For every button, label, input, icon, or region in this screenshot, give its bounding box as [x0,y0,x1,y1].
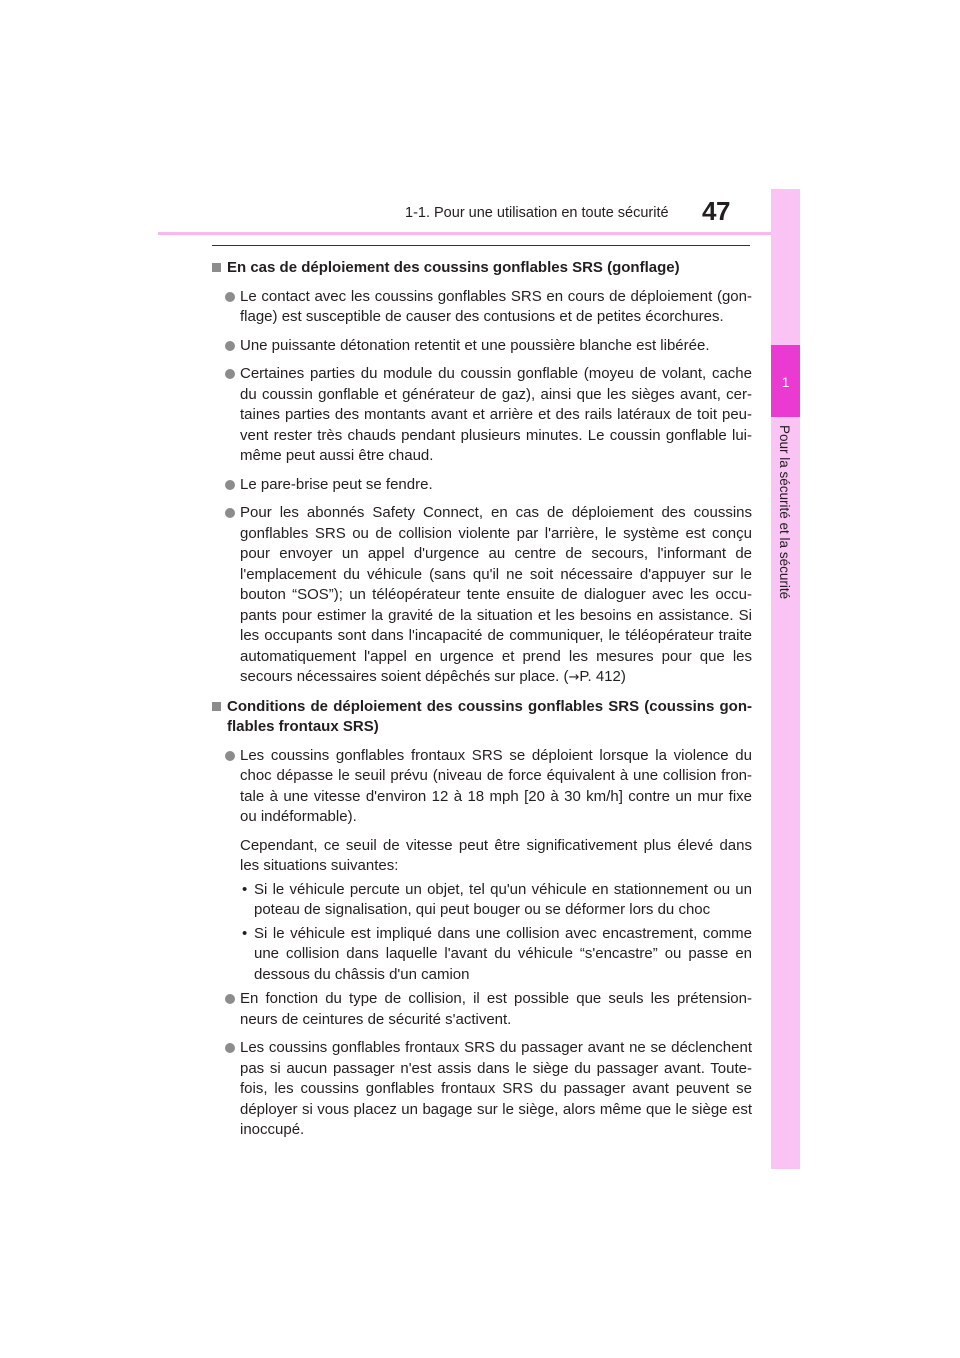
arrow-right-icon: → [568,670,580,685]
section-heading [212,697,752,738]
list-item [212,336,752,357]
section-title: 1-1. Pour une utilisation en toute sécurité [405,205,669,221]
sub-list-item [212,880,752,921]
list-item [212,989,752,1030]
item-text: Le pare-brise peut se fendre. [240,475,433,493]
bullet-icon [225,292,235,302]
header-divider [158,232,800,235]
chapter-label: Pour la sécurité et la sécurité [777,425,792,600]
item-text: Pour les abonnés Safety Connect, en cas de déploiement des coussins gonflables SRS ou de collision violente par l'arrière, le système est conçu pour envoyer un appel d'urgence au centre de secours, l'informant de l'emplacement du véhicule (sans qu'il ne soit nécessaire d'appuyer sur le bouton “SOS”); un téléopérateur tente ensuite de dialoguer avec les occu- pants pour estimer la gravité de la situation et les besoins en assistance. Si les occupants sont dans l'incapacité de communiquer, le téléopérateur traite automatiquement l'appel en urgence et prend les mesures pour que les secours nécessaires soient dépêchés sur place. ( [240,504,752,685]
content-divider [212,245,750,246]
list-item [212,746,752,828]
square-bullet-icon [212,702,221,711]
item-text: En fonction du type de collision, il est possible que seuls les prétension- neurs de ceintures de sécurité s'activent. [240,990,752,1028]
list-item [212,287,752,328]
bullet-icon [225,508,235,518]
bullet-icon [225,751,235,761]
item-text: Le contact avec les coussins gonflables SRS en cours de déploiement (gon- flage) est susceptible de causer des contusions et de petites écorchures. [240,287,752,325]
main-content [212,258,752,1141]
item-text: Une puissante détonation retentit et une poussière blanche est libérée. [240,336,710,354]
list-item [212,1038,752,1141]
list-item [212,503,752,689]
item-text: Les coussins gonflables frontaux SRS du passager avant ne se déclenchent pas si aucun passager n'est assis dans le siège du passager avant. Toute- fois, les coussins gonflables frontaux SRS du passager avant peuvent se déployer si vous placez un bagage sur le siège, alors même que le siège est inoccupé. [240,1039,752,1138]
sub-list-item [212,924,752,986]
bullet-icon [225,341,235,351]
list-item [212,475,752,496]
heading-text: Conditions de déploiement des coussins gonflables SRS (coussins gon- flables frontaux SRS) [227,697,752,735]
bullet-icon [225,369,235,379]
item-text: Certaines parties du module du coussin gonflable (moyeu de volant, cache du coussin gonflable et générateur de gaz), ainsi que les sièges avant, cer- taines parties des montants avant et arrière et des rails latéraux de toit peu- vent rester très chauds pendant plusieurs minutes. Le coussin gonflable lui- même peut aussi être chaud. [240,365,752,464]
bullet-icon [225,1043,235,1053]
sub-bullet-icon: • [242,924,248,942]
section-heading [212,258,752,279]
square-bullet-icon [212,263,221,272]
chapter-number: 1 [781,374,790,390]
chapter-side-tab [771,189,800,1169]
paragraph: Cependant, ce seuil de vitesse peut être significativement plus élevé dans les situations suivantes: [240,836,752,874]
sub-bullet-icon: • [242,880,248,898]
sub-item-text: Si le véhicule percute un objet, tel qu'un véhicule en stationnement ou un poteau de signalisation, qui peut bouger ou se déformer lors du choc [254,880,752,918]
page-number: 47 [702,196,730,226]
heading-text: En cas de déploiement des coussins gonflables SRS (gonflage) [227,259,680,276]
sub-item-text: Si le véhicule est impliqué dans une collision avec encastrement, comme une collision dans laquelle l'avant du véhicule “s'encastre” ou passe en dessous du châssis d'un camion [254,924,752,983]
item-text: Les coussins gonflables frontaux SRS se déploient lorsque la violence du choc dépasse le seuil prévu (niveau de force équivalent à une collision fron- tale à une vitesse d'environ 12 à 18 mph [20 à 30 km/h] contre un mur fixe ou indéformable). [240,746,752,825]
bullet-icon [225,480,235,490]
list-item [212,364,752,467]
bullet-icon [225,994,235,1004]
page-reference-link[interactable]: P. 412) [579,668,626,685]
